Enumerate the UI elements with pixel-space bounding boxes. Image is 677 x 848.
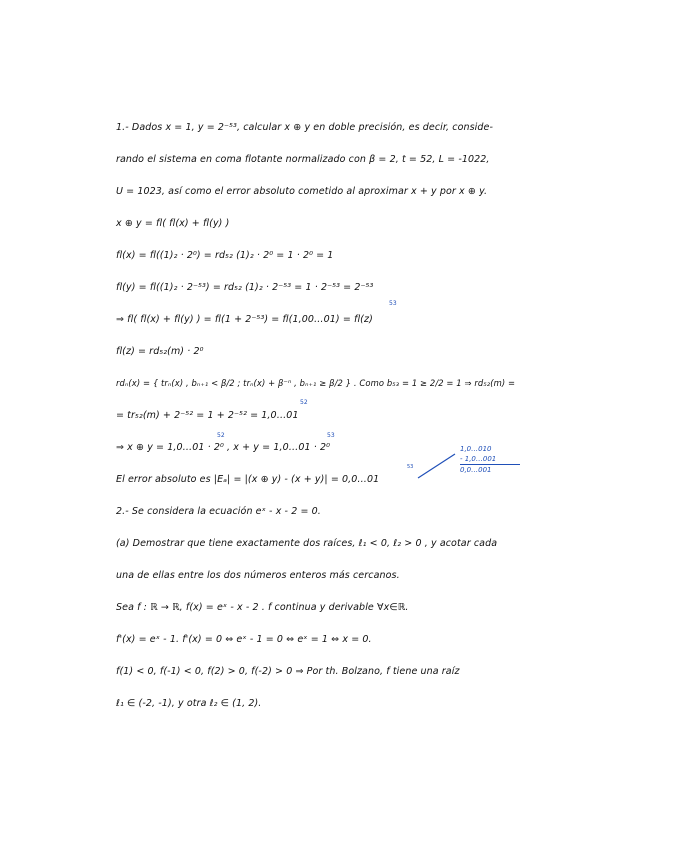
annotation-53-line7: 53 bbox=[389, 300, 397, 307]
text-line-15: una de ellas entre los dos números enteros más cercanos. bbox=[116, 570, 400, 581]
side-subtraction bbox=[460, 444, 520, 475]
text-line-10: = tr₅₂(m) + 2⁻⁵² = 1 + 2⁻⁵² = 1,0…01 bbox=[116, 410, 299, 421]
text-line-18: f(1) < 0, f(-1) < 0, f(2) > 0, f(-2) > 0 ⇒ Por th. Bolzano, f tiene una raíz bbox=[116, 666, 460, 677]
text-line-6: fl(y) = fl((1)₂ · 2⁻⁵³) = rd₅₂ (1)₂ · 2⁻⁵³ = 1 · 2⁻⁵³ = 2⁻⁵³ bbox=[116, 282, 374, 293]
text-line-12: El error absoluto es |Eₐ| = |(x ⊕ y) - (x + y)| = 0,0…01 bbox=[116, 474, 380, 485]
text-line-3: U = 1023, así como el error absoluto cometido al aproximar x + y por x ⊕ y. bbox=[116, 186, 488, 197]
text-line-9: rdₙ(x) = { trₙ(x) , bₙ₊₁ < β/2 ; trₙ(x) + β⁻ⁿ , bₙ₊₁ ≥ β/2 } . Como b₅₃ = 1 ≥ 2/2 = 1 ⇒ rd₅₂(m) = bbox=[116, 378, 516, 388]
text-line-7: ⇒ fl( fl(x) + fl(y) ) = fl(1 + 2⁻⁵³) = fl(1,00…01) = fl(z) bbox=[116, 314, 373, 325]
text-line-19: ℓ₁ ∈ (-2, -1), y otra ℓ₂ ∈ (1, 2). bbox=[116, 698, 262, 709]
text-line-2: rando el sistema en coma flotante normalizado con β = 2, t = 52, L = -1022, bbox=[116, 154, 490, 165]
annotation-52-line11: 52 bbox=[217, 432, 225, 439]
text-line-13: 2.- Se considera la ecuación eˣ - x - 2 = 0. bbox=[116, 506, 321, 517]
connector-line bbox=[400, 448, 460, 484]
text-line-17: f'(x) = eˣ - 1. f'(x) = 0 ⇔ eˣ - 1 = 0 ⇔ eˣ = 1 ⇔ x = 0. bbox=[116, 634, 372, 645]
text-line-4: x ⊕ y = fl( fl(x) + fl(y) ) bbox=[116, 218, 230, 229]
annotation-53-line12: 53 bbox=[407, 464, 414, 470]
text-line-14: (a) Demostrar que tiene exactamente dos raíces, ℓ₁ < 0, ℓ₂ > 0 , y acotar cada bbox=[116, 538, 498, 549]
text-line-16: Sea f : ℝ → ℝ, f(x) = eˣ - x - 2 . f continua y derivable ∀x∈ℝ. bbox=[116, 602, 409, 613]
text-line-1: 1.- Dados x = 1, y = 2⁻⁵³, calcular x ⊕ y en doble precisión, es decir, conside- bbox=[116, 122, 494, 133]
annotation-53-line11: 53 bbox=[327, 432, 335, 439]
subtraction-subtrahend: - 1,0…001 bbox=[460, 455, 497, 463]
text-line-8: fl(z) = rd₅₂(m) · 2⁰ bbox=[116, 346, 204, 357]
subtraction-minuend: 1,0…010 bbox=[460, 445, 492, 453]
text-line-11: ⇒ x ⊕ y = 1,0…01 · 2⁰ , x + y = 1,0…01 · 2⁰ bbox=[116, 442, 331, 453]
annotation-52-line10: 52 bbox=[300, 399, 308, 406]
subtraction-result: 0,0…001 bbox=[460, 464, 520, 475]
text-line-5: fl(x) = fl((1)₂ · 2⁰) = rd₅₂ (1)₂ · 2⁰ = 1 · 2⁰ = 1 bbox=[116, 250, 334, 261]
